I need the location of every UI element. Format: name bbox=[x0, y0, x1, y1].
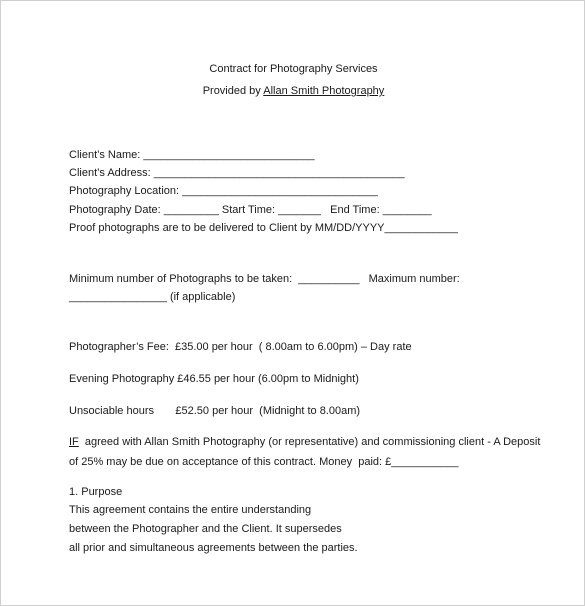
provided-by-prefix: Provided by bbox=[202, 85, 264, 97]
unsociable-rate-line: Unsociable hours £52.50 per hour (Midnight to 8.00am) bbox=[69, 405, 361, 417]
minimum-photos-line: Minimum number of Photographs to be taken: __________ Maximum number: bbox=[69, 273, 460, 285]
purpose-heading: 1. Purpose bbox=[69, 486, 123, 498]
purpose-line-1: This agreement contains the entire understanding bbox=[69, 504, 312, 516]
if-word: IF bbox=[69, 436, 79, 448]
purpose-line-3: all prior and simultaneous agreements between the parties. bbox=[69, 542, 358, 554]
provider-name: Allan Smith Photography bbox=[263, 85, 385, 97]
deposit-line-1 bbox=[69, 435, 540, 449]
proof-delivery-line: Proof photographs are to be delivered to Client by MM/DD/YYYY____________ bbox=[69, 222, 458, 234]
maximum-photos-line: ________________ (if applicable) bbox=[69, 291, 236, 303]
photography-date-line: Photography Date: _________ Start Time: _______ End Time: ________ bbox=[69, 204, 432, 216]
contract-title: Contract for Photography Services bbox=[209, 63, 378, 75]
photographer-fee-line: Photographer’s Fee: £35.00 per hour ( 8.00am to 6.00pm) – Day rate bbox=[69, 341, 412, 353]
photography-location-field: Photography Location: ________________________________ bbox=[69, 185, 378, 197]
deposit-line-1-text: agreed with Allan Smith Photography (or representative) and commissioning client - A Deposit bbox=[78, 436, 541, 448]
deposit-line-2: of 25% may be due on acceptance of this contract. Money paid: £___________ bbox=[69, 456, 459, 468]
client-name-field: Client’s Name: ____________________________ bbox=[69, 149, 315, 161]
purpose-line-2: between the Photographer and the Client. It supersedes bbox=[69, 523, 342, 535]
client-address-field: Client’s Address: _________________________________________ bbox=[69, 167, 405, 179]
provided-by-line bbox=[1, 84, 585, 98]
evening-rate-line: Evening Photography £46.55 per hour (6.00pm to Midnight) bbox=[69, 373, 359, 385]
